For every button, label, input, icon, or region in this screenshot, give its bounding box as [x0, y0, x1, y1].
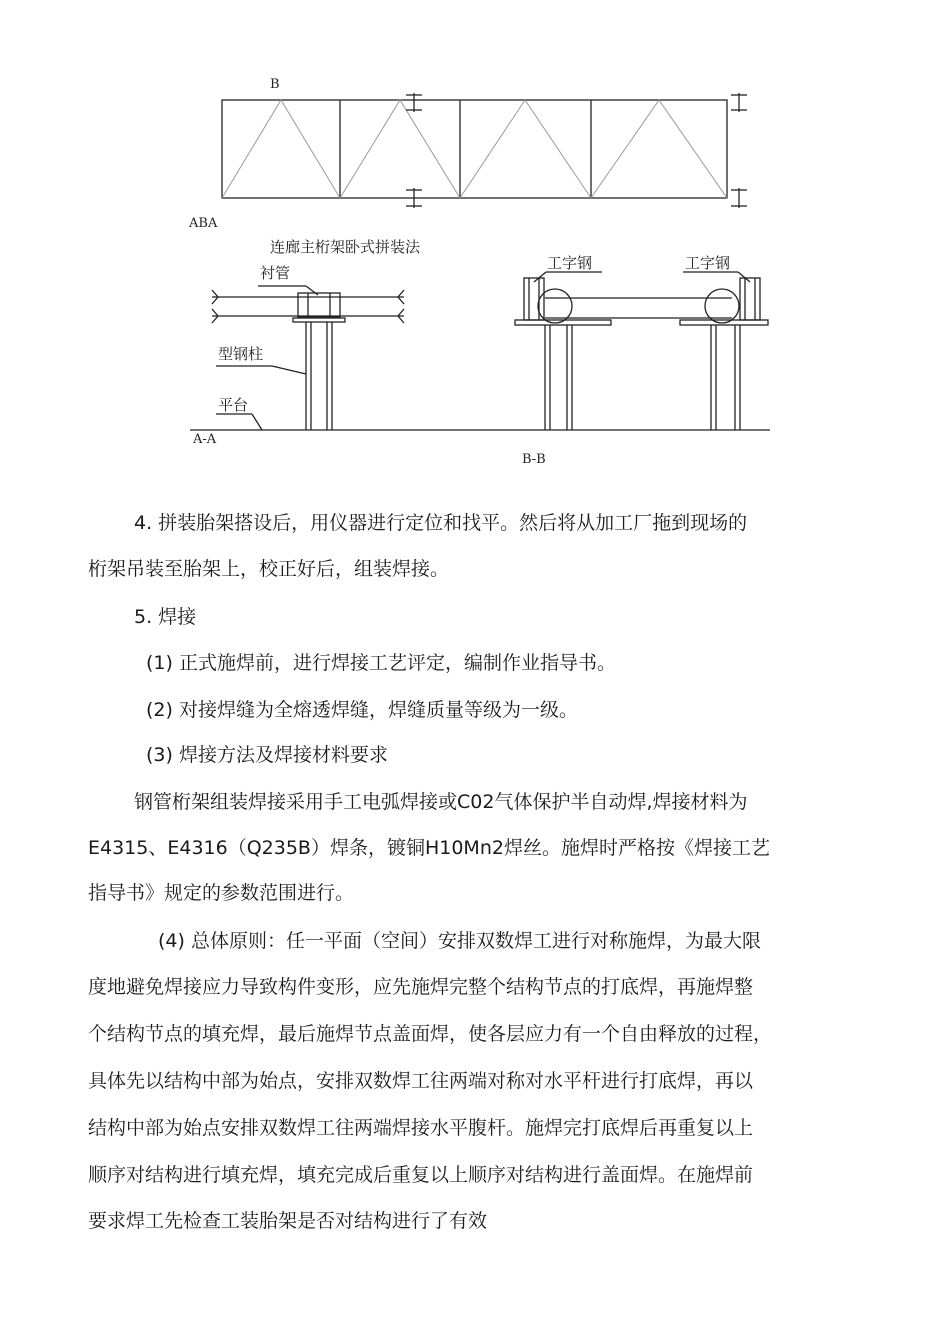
label-ibeam-right: 工字钢	[685, 254, 731, 272]
welding-item-1: (1) 正式施焊前，进行焊接工艺评定，编制作业指导书。	[146, 652, 616, 674]
label-b-b: B-B	[522, 452, 546, 467]
paragraph-principle-line-1: (4) 总体原则：任一平面（空间）安排双数焊工进行对称施焊，为最大限	[158, 930, 761, 952]
truss-assembly-figure	[0, 0, 950, 480]
truss-diagonals	[222, 100, 727, 198]
paragraph-materials-line-2: E4315、E4316（Q235B）焊条，镀铜H10Mn2焊丝。施焊时严格按《焊接工艺	[88, 837, 770, 859]
paragraph-principle-line-6: 顺序对结构进行填充焊，填充完成后重复以上顺序对结构进行盖面焊。在施焊前	[88, 1164, 754, 1186]
section-a-a	[190, 286, 770, 430]
label-ibeam-left: 工字钢	[547, 254, 593, 272]
paragraph-materials-line-1: 钢管桁架组装焊接采用手工电弧焊接或C02气体保护半自动焊,焊接材料为	[134, 791, 748, 813]
figure-caption: 连廊主桁架卧式拼装法	[270, 238, 421, 256]
truss-drawing	[0, 0, 950, 480]
section-heading-welding: 5. 焊接	[134, 606, 197, 628]
welding-item-2: (2) 对接焊缝为全熔透焊缝，焊缝质量等级为一级。	[146, 699, 578, 721]
label-b: B	[270, 77, 280, 92]
label-aba: ABA	[189, 216, 218, 231]
section-b-b	[515, 272, 768, 430]
paragraph-materials-line-3: 指导书》规定的参数范围进行。	[88, 882, 355, 904]
paragraph-principle-line-2: 度地避免焊接应力导致构件变形，应先施焊完整个结构节点的打底焊，再施焊整	[88, 976, 754, 998]
label-a-a: A-A	[193, 432, 217, 447]
paragraph-principle-line-7: 要求焊工先检查工装胎架是否对结构进行了有效	[88, 1210, 488, 1232]
label-steel-column: 型钢柱	[218, 345, 264, 363]
ibeam-markers	[406, 93, 747, 208]
paragraph-principle-line-5: 结构中部为始点安排双数焊工往两端焊接水平腹杆。施焊完打底焊后再重复以上	[88, 1117, 754, 1139]
paragraph-principle-line-3: 个结构节点的填充焊，最后施焊节点盖面焊，使各层应力有一个自由释放的过程，	[88, 1023, 773, 1045]
label-platform: 平台	[218, 396, 249, 414]
paragraph-principle-line-4: 具体先以结构中部为始点，安排双数焊工往两端对称对水平杆进行打底焊，再以	[88, 1070, 754, 1092]
paragraph-4-line-2: 桁架吊装至胎架上，校正好后，组装焊接。	[88, 558, 450, 580]
truss-elevation	[222, 100, 727, 198]
paragraph-4-line-1: 4. 拼装胎架搭设后，用仪器进行定位和找平。然后将从加工厂拖到现场的	[134, 512, 748, 534]
label-liner-tube: 衬管	[260, 264, 291, 282]
welding-item-3: (3) 焊接方法及焊接材料要求	[146, 744, 388, 766]
